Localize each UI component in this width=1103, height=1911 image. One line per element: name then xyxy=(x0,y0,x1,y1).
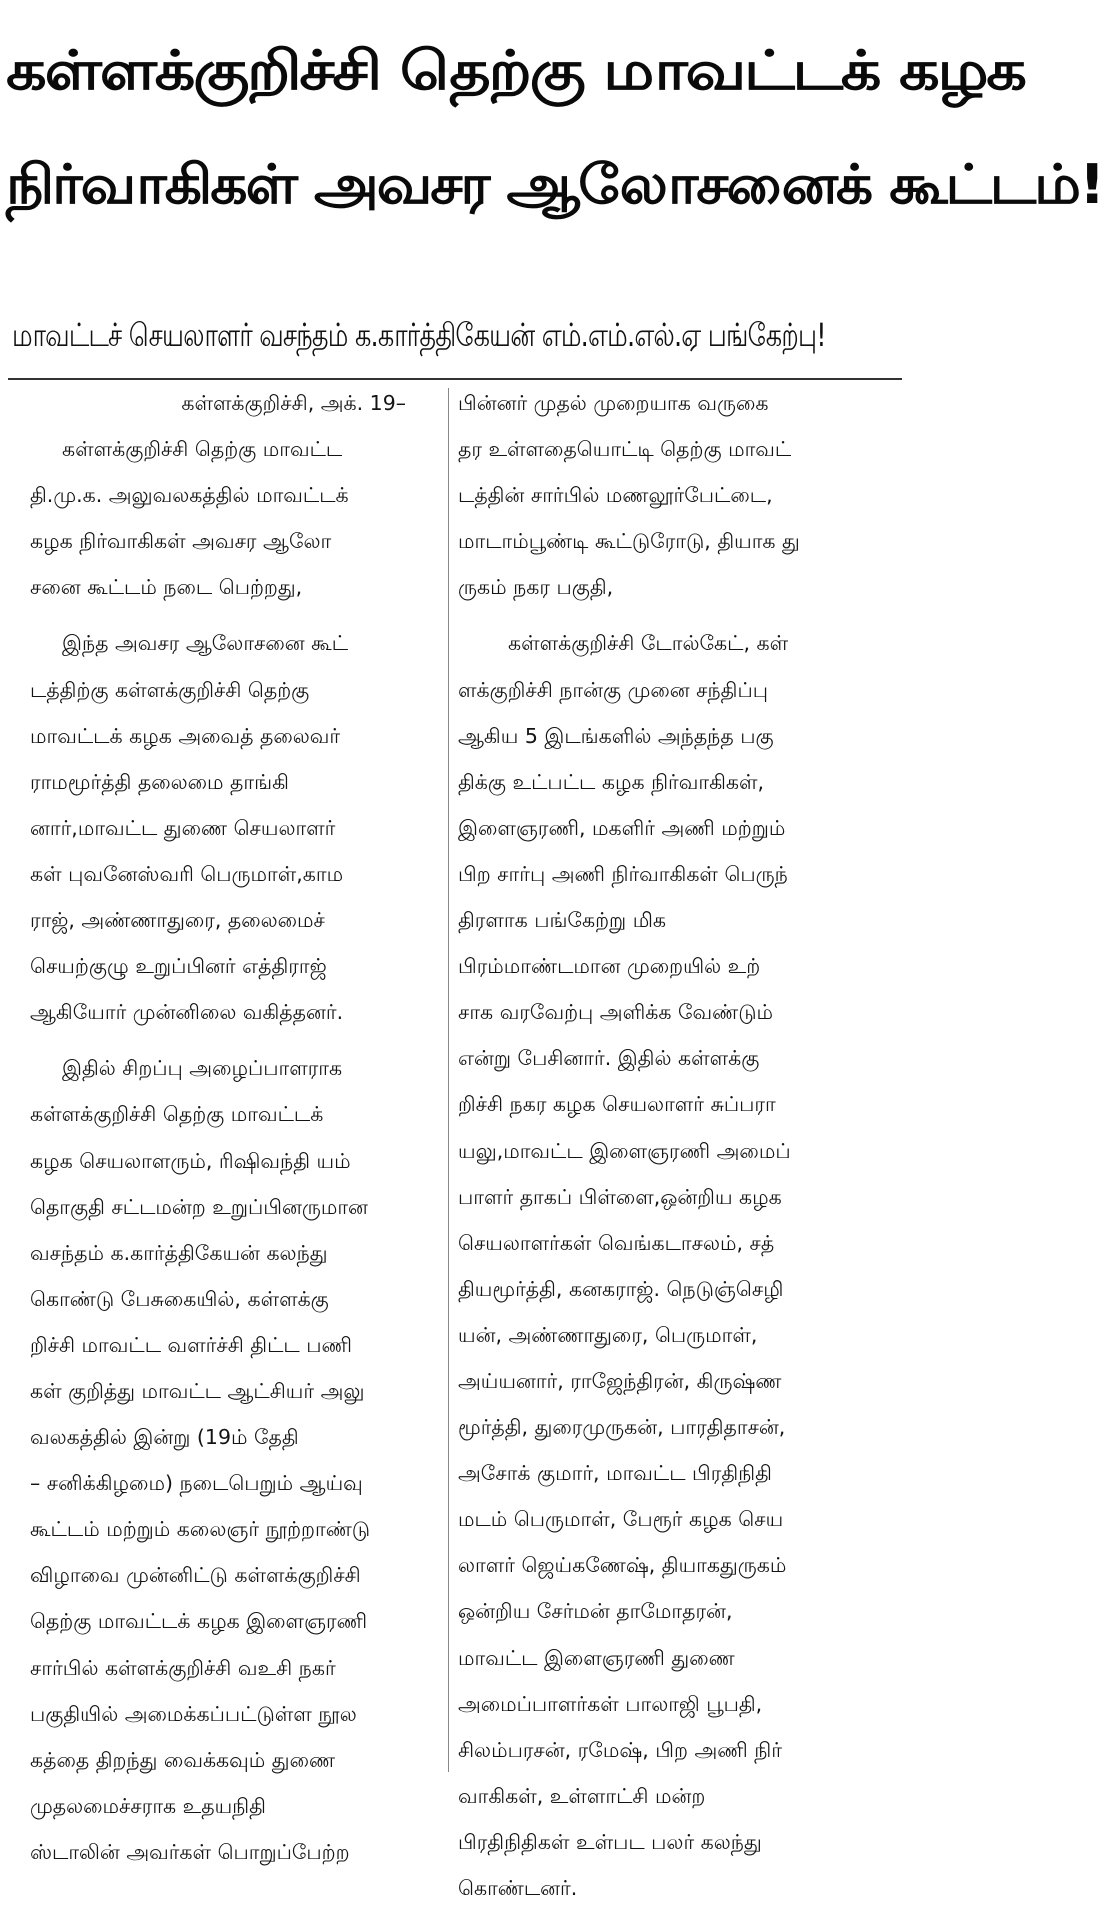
text-line: அமைப்பாளர்கள் பாலாஜி பூபதி, xyxy=(458,1691,763,1716)
text-line: மாவட்டக் கழக அவைத் தலைவர் xyxy=(30,723,341,748)
paragraph-gap xyxy=(30,610,436,620)
subheadline: மாவட்டச் செயலாளர் வசந்தம் க.கார்த்திகேயன் எம்.எம்.எல்.ஏ பங்கேற்பு! xyxy=(12,316,826,354)
text-line: சாக வரவேற்பு அளிக்க வேண்டும் xyxy=(458,1000,774,1025)
text-line: பகுதியில் அமைக்கப்பட்டுள்ள நூல xyxy=(30,1701,357,1726)
text-line: லாளர் ஜெய்கணேஷ், தியாகதுருகம் xyxy=(458,1553,787,1578)
text-line: கள்ளக்குறிச்சி தெற்கு மாவட்டக் xyxy=(30,1102,324,1127)
text-line: கழக செயலாளரும், ரிஷிவந்தி யம் xyxy=(30,1148,351,1173)
text-line: மூர்த்தி, துரைமுருகன், பாரதிதாசன், xyxy=(458,1415,786,1440)
text-line: யலு,மாவட்ட இளைஞரணி அமைப் xyxy=(458,1138,791,1163)
text-line: தொகுதி சட்டமன்ற உறுப்பினருமான xyxy=(30,1194,368,1219)
text-line: டத்தின் சார்பில் மணலூர்பேட்டை, xyxy=(458,483,773,508)
text-line: மாவட்ட இளைஞரணி துணை xyxy=(458,1645,735,1670)
text-line: ருகம் நகர பகுதி, xyxy=(458,575,614,600)
text-line: விழாவை முன்னிட்டு கள்ளக்குறிச்சி xyxy=(30,1563,361,1588)
text-line: கொண்டு பேசுகையில், கள்ளக்கு xyxy=(30,1286,329,1311)
text-line: பிரதிநிதிகள் உள்பட பலர் கலந்து xyxy=(458,1829,762,1854)
text-line: ராமமூர்த்தி தலைமை தாங்கி xyxy=(30,769,289,794)
text-line: டத்திற்கு கள்ளக்குறிச்சி தெற்கு xyxy=(30,677,310,702)
text-line: தி.மு.க. அலுவலகத்தில் மாவட்டக் xyxy=(30,483,349,508)
article-column-left xyxy=(30,380,436,1875)
text-line: றிச்சி மாவட்ட வளர்ச்சி திட்ட பணி xyxy=(30,1332,352,1357)
text-line: – சனிக்கிழமை) நடைபெறும் ஆய்வு xyxy=(30,1471,363,1496)
text-line: சிலம்பரசன், ரமேஷ், பிற அணி நிர் xyxy=(458,1737,782,1762)
paragraph-gap xyxy=(458,610,898,620)
text-line: பிற சார்பு அணி நிர்வாகிகள் பெருந் xyxy=(458,861,788,886)
headline-line: கள்ளக்குறிச்சி தெற்கு மாவட்டக் கழக xyxy=(6,39,1025,102)
text-line: வசந்தம் க.கார்த்திகேயன் கலந்து xyxy=(30,1240,328,1265)
text-line: தியமூர்த்தி, கனகராஜ். நெடுஞ்செழி xyxy=(458,1276,784,1301)
text-line: கூட்டம் மற்றும் கலைஞர் நூற்றாண்டு xyxy=(30,1517,371,1542)
text-line: இதில் சிறப்பு அழைப்பாளராக xyxy=(62,1056,343,1081)
text-line: தர உள்ளதையொட்டி தெற்கு மாவட் xyxy=(458,437,792,462)
text-line: என்று பேசினார். இதில் கள்ளக்கு xyxy=(458,1046,760,1071)
text-line: கத்தை திறந்து வைக்கவும் துணை xyxy=(30,1747,336,1772)
text-line: கள்ளக்குறிச்சி டோல்கேட், கள் xyxy=(508,631,789,656)
text-line: சனை கூட்டம் நடை பெற்றது, xyxy=(30,575,303,600)
text-line: ஆகியோர் முன்னிலை வகித்தனர். xyxy=(30,1000,344,1025)
text-line: இளைஞரணி, மகளிர் அணி மற்றும் xyxy=(458,815,786,840)
text-line: கள் குறித்து மாவட்ட ஆட்சியர் அலு xyxy=(30,1378,365,1403)
text-line: ஆகிய 5 இடங்களில் அந்தந்த பகு xyxy=(458,723,774,748)
paragraph-gap xyxy=(30,1035,436,1045)
text-line: கொண்டனர். xyxy=(458,1876,578,1900)
headline xyxy=(6,14,1103,242)
text-line: பாளர் தாகப் பிள்ளை,ஒன்றிய கழக xyxy=(458,1184,782,1209)
text-line: அய்யனார், ராஜேந்திரன், கிருஷ்ண xyxy=(458,1368,782,1393)
text-line: வலகத்தில் இன்று (19ம் தேதி xyxy=(30,1425,299,1450)
text-line: வாகிகள், உள்ளாட்சி மன்ற xyxy=(458,1783,706,1808)
text-line: யன், அண்ணாதுரை, பெருமாள், xyxy=(458,1322,758,1347)
text-line: செயலாளர்கள் வெங்கடாசலம், சத் xyxy=(458,1230,775,1255)
text-line: ஸ்டாலின் அவர்கள் பொறுப்பேற்ற xyxy=(30,1839,350,1864)
column-divider xyxy=(448,388,449,1772)
text-line: மாடாம்பூண்டி கூட்டுரோடு, தியாக து xyxy=(458,529,800,554)
article-column-right xyxy=(458,380,898,1911)
text-line: தெற்கு மாவட்டக் கழக இளைஞரணி xyxy=(30,1609,368,1634)
text-line: ராஜ், அண்ணாதுரை, தலைமைச் xyxy=(30,908,325,933)
text-line: இந்த அவசர ஆலோசனை கூட் xyxy=(62,631,349,656)
text-line: பின்னர் முதல் முறையாக வருகை xyxy=(458,391,769,415)
text-line: திரளாக பங்கேற்று மிக xyxy=(458,908,667,933)
text-line: திக்கு உட்பட்ட கழக நிர்வாகிகள், xyxy=(458,769,765,794)
text-line: ளக்குறிச்சி நான்கு முனை சந்திப்பு xyxy=(458,677,768,702)
text-line: முதலமைச்சராக உதயநிதி xyxy=(30,1793,266,1818)
text-line: கள்ளக்குறிச்சி தெற்கு மாவட்ட xyxy=(62,437,343,462)
text-line: மடம் பெருமாள், பேரூர் கழக செய xyxy=(458,1507,784,1532)
text-line: னார்,மாவட்ட துணை செயலாளர் xyxy=(30,815,336,840)
text-line: ஒன்றிய சேர்மன் தாமோதரன், xyxy=(458,1599,733,1624)
text-line: கழக நிர்வாகிகள் அவசர ஆலோ xyxy=(30,529,332,554)
dateline: கள்ளக்குறிச்சி, அக். 19– xyxy=(181,391,406,415)
text-line: கள் புவனேஸ்வரி பெருமாள்,காம xyxy=(30,861,344,886)
text-line: றிச்சி நகர கழக செயலாளர் சுப்பரா xyxy=(458,1092,776,1117)
text-line: செயற்குழு உறுப்பினர் எத்திராஜ் xyxy=(30,954,327,979)
text-line: சார்பில் கள்ளக்குறிச்சி வஉசி நகர் xyxy=(30,1655,336,1680)
text-line: பிரம்மாண்டமான முறையில் உற் xyxy=(458,954,761,979)
text-line: அசோக் குமார், மாவட்ட பிரதிநிதி xyxy=(458,1461,772,1486)
headline-line: நிர்வாகிகள் அவசர ஆலோசனைக் கூட்டம்! xyxy=(6,153,1103,216)
